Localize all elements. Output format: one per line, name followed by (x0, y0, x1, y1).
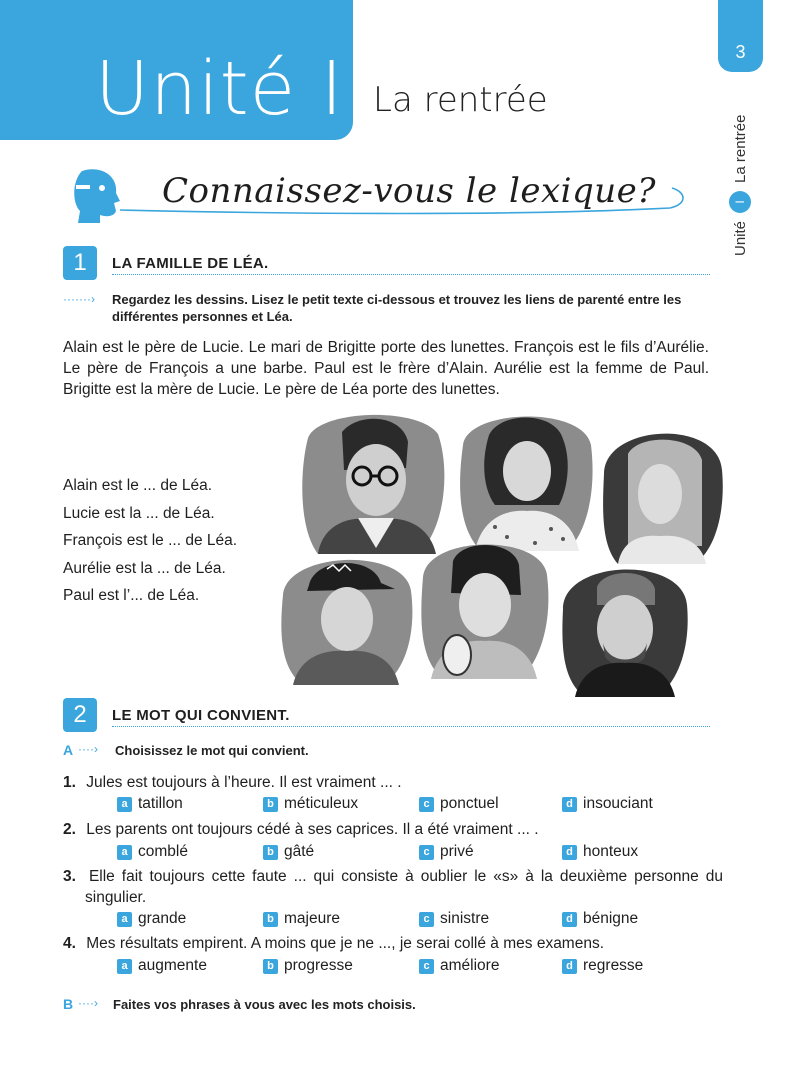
option: d honteux (562, 843, 638, 861)
option: a comblé (117, 843, 188, 861)
question-text: Mes résultats empirent. A moins que je ne ..., je serai collé à mes examens. (86, 935, 605, 952)
question-number: 3. (63, 868, 76, 885)
option: a augmente (117, 957, 207, 975)
option: c améliore (419, 957, 499, 975)
question-number: 4. (63, 935, 76, 952)
side-running-header (726, 96, 754, 256)
blank-sentence: Alain est le ... de Léa. (63, 477, 213, 494)
question-2 (63, 819, 723, 840)
exercise-1-title: LA FAMILLE DE LÉA. (112, 255, 269, 272)
side-topic-label: La rentrée (731, 114, 749, 183)
option: b progresse (263, 957, 353, 975)
exercise-1-instruction: Regardez les dessins. Lisez le petit texte ci-dessous et trouvez les liens de parenté entre les différentes personnes et Léa. (112, 292, 682, 324)
option: d insouciant (562, 795, 653, 813)
option: a tatillon (117, 795, 183, 813)
question-4 (63, 933, 723, 954)
portrait-boy-cap (277, 545, 415, 687)
blank-sentence: Paul est l’... de Léa. (63, 587, 200, 605)
question-2-options (117, 843, 717, 865)
exercise-1-paragraph: Alain est le père de Lucie. Le mari de Brigitte porte des lunettes. François est le fils d’Aurélie. Le père de François a une barbe. Paul est le frère d’Alain. Aurélie est la femme de Paul. Brigitte est la mère de Lucie. Le père de Léa porte des lunettes. (63, 339, 709, 398)
dotted-arrow-icon: ····› (78, 996, 98, 1010)
page-tab (718, 0, 763, 72)
unit-title: Unité I (95, 46, 344, 132)
exercise-2-title: LE MOT QUI CONVIENT. (112, 707, 290, 724)
section-banner-title: Connaissez-vous le lexique? (162, 171, 657, 211)
blank-sentence: François est le ... de Léa. (63, 532, 238, 550)
dotted-arrow-icon: ····› (78, 742, 98, 756)
question-3 (63, 866, 723, 908)
part-b-instruction: Faites vos phrases à vous avec les mots choisis. (113, 997, 416, 1012)
option: c sinistre (419, 910, 489, 928)
portrait-woman-short-hair (417, 531, 551, 681)
option: d regresse (562, 957, 643, 975)
exercise-1-blanks (63, 472, 303, 610)
question-number: 1. (63, 774, 76, 791)
part-b-letter: B (63, 996, 74, 1012)
unit-header-band (0, 0, 353, 140)
option: c ponctuel (419, 795, 499, 813)
question-text: Les parents ont toujours cédé à ses caprices. Il a été vraiment ... . (86, 821, 539, 838)
option: a grande (117, 910, 186, 928)
exercise-2-number: 2 (63, 698, 97, 732)
option: d bénigne (562, 910, 638, 928)
dotted-arrow-icon: ·······› (63, 292, 95, 306)
side-unit-number: I (729, 191, 751, 213)
option: b gâté (263, 843, 314, 861)
question-4-options (117, 957, 717, 979)
blank-sentence: Lucie est la ... de Léa. (63, 504, 215, 522)
option: c privé (419, 843, 474, 861)
question-number: 2. (63, 821, 76, 838)
portrait-man-beard (557, 553, 691, 699)
question-text: Elle fait toujours cette faute ... qui consiste à oublier le «s» à la deuxième personne du singulier. (85, 868, 723, 906)
page-number: 3 (735, 42, 746, 62)
exercise-1-dotted-rule (112, 274, 710, 275)
portrait-girl-long-hair (598, 414, 726, 566)
blank-sentence: Aurélie est la ... de Léa. (63, 559, 226, 577)
exercise-2-dotted-rule (112, 726, 710, 727)
question-text: Jules est toujours à l’heure. Il est vraiment ... . (86, 774, 402, 791)
option: b majeure (263, 910, 340, 928)
side-unit-label: Unité (731, 220, 749, 256)
part-a-instruction: Choisissez le mot qui convient. (115, 743, 309, 758)
question-1 (63, 772, 723, 793)
exercise-1-number: 1 (63, 246, 97, 280)
option: b méticuleux (263, 795, 358, 813)
part-a-letter: A (63, 742, 74, 758)
unit-subtitle: La rentrée (373, 80, 548, 120)
question-3-options (117, 910, 717, 932)
question-1-options (117, 795, 717, 817)
